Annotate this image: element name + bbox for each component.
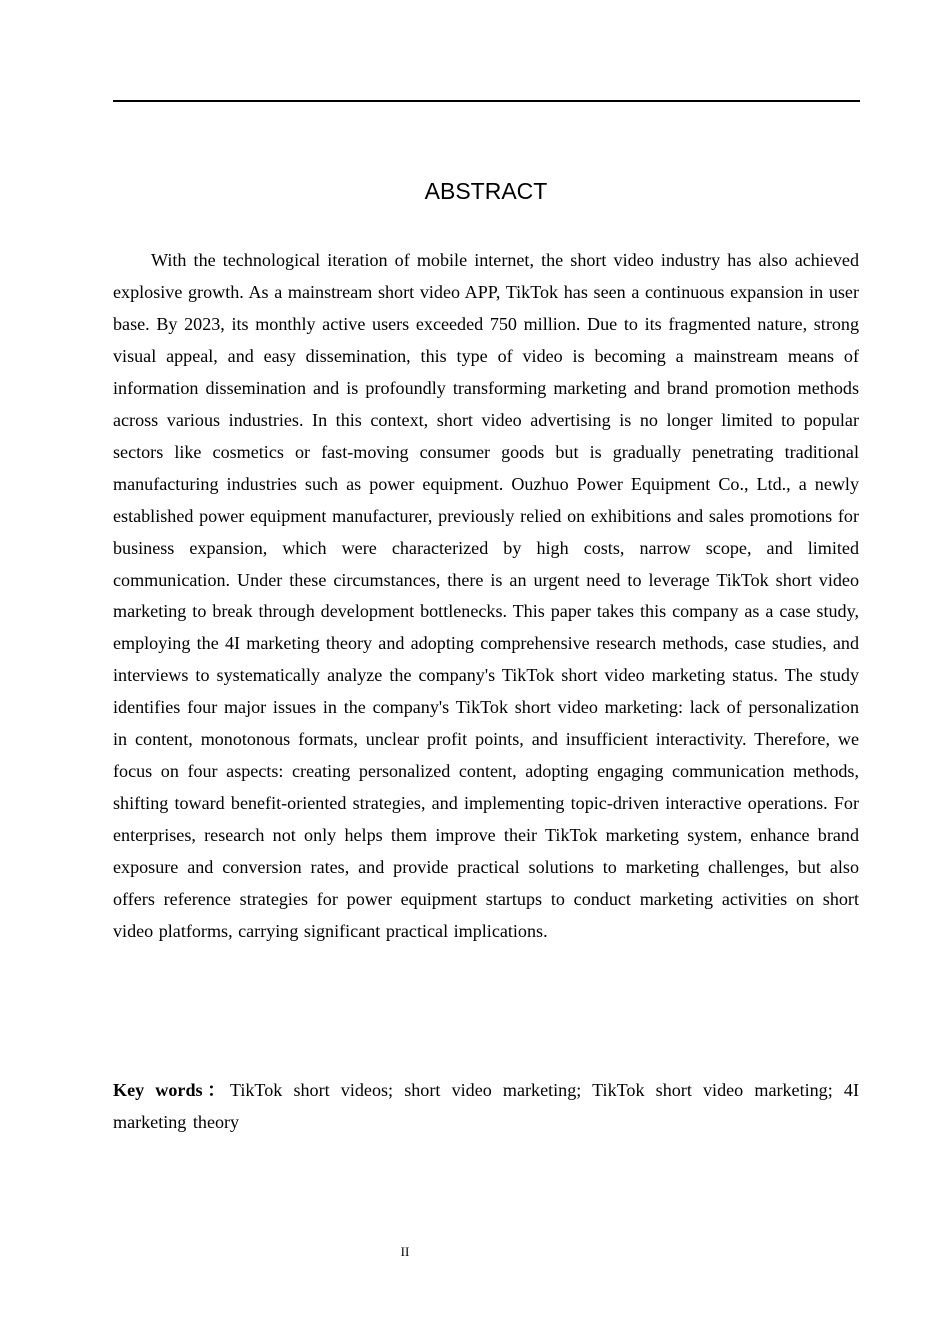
keywords-paragraph (113, 1074, 859, 1138)
keywords-label: Key words： (113, 1080, 230, 1100)
abstract-body: With the technological iteration of mobile internet, the short video industry has also achieved explosive growth. As a mainstream short video APP, TikTok has seen a continuous expansion in user base. By 2023, its monthly active users exceeded 750 million. Due to its fragmented nature, strong visual appeal, and easy dissemination, this type of video is becoming a mainstream means of information dissemination and is profoundly transforming marketing and brand promotion methods across various industries. In this context, short video advertising is no longer limited to popular sectors like cosmetics or fast-moving consumer goods but is gradually penetrating traditional manufacturing industries such as power equipment. Ouzhuo Power Equipment Co., Ltd., a newly established power equipment manufacturer, previously relied on exhibitions and sales promotions for business expansion, which were characterized by high costs, narrow scope, and limited communication. Under these circumstances, there is an urgent need to leverage TikTok short video marketing to break through development bottlenecks. This paper takes this company as a case study, employing the 4I marketing theory and adopting comprehensive research methods, case studies, and interviews to systematically analyze the company's TikTok short video marketing status. The study identifies four major issues in the company's TikTok short video marketing: lack of personalization in content, monotonous formats, unclear profit points, and insufficient interactivity. Therefore, we focus on four aspects: creating personalized content, adopting engaging communication methods, shifting toward benefit-oriented strategies, and implementing topic-driven interactive operations. For enterprises, research not only helps them improve their TikTok marketing system, enhance brand exposure and conversion rates, and provide practical solutions to marketing challenges, but also offers reference strategies for power equipment startups to conduct marketing activities on short video platforms, carrying significant practical implications. (113, 250, 859, 942)
page-title: ABSTRACT (424, 178, 548, 204)
page-number: II (400, 1244, 410, 1259)
header-rule (113, 100, 860, 102)
keywords-text: TikTok short videos; short video marketing; TikTok short video marketing; 4I marketing theory (113, 1080, 859, 1132)
